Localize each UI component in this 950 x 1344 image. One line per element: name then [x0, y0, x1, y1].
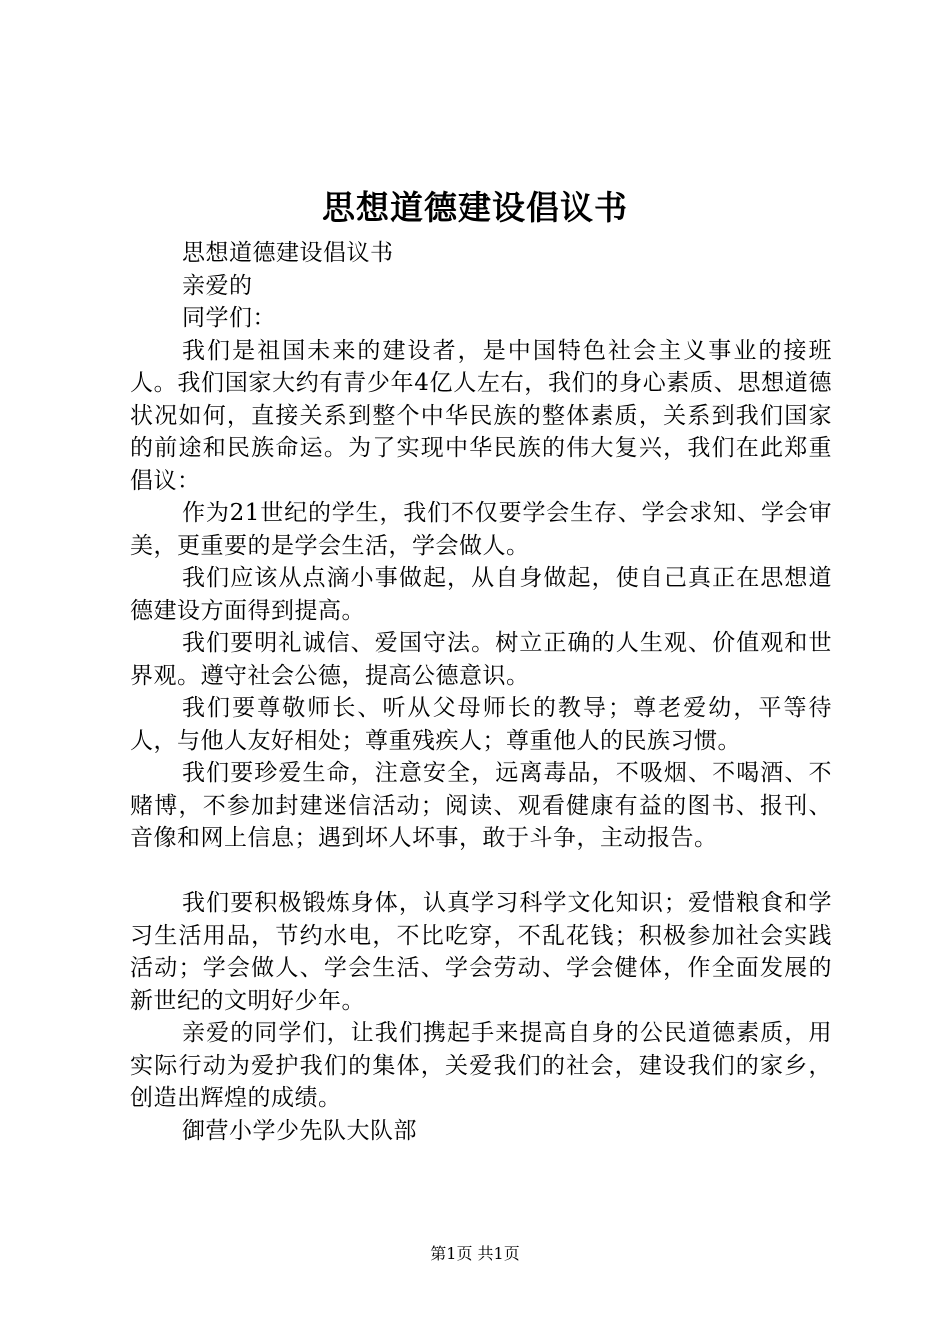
body-paragraph: 亲爱的	[182, 272, 253, 299]
body-paragraph: 我们要明礼诚信、爱国守法。树立正确的人生观、价值观和世界观。遵守社会公德，提高公德意识。	[130, 630, 832, 689]
body-paragraph: 思想道德建设倡议书	[182, 240, 394, 266]
body-paragraph: 亲爱的同学们，让我们携起手来提高自身的公民道德素质，用实际行动为爱护我们的集体，关爱我们的社会，建设我们的家乡，创造出辉煌的成绩。	[130, 1020, 832, 1111]
signature-line: 御营小学少先队大队部	[182, 1117, 417, 1144]
document-title: 思想道德建设倡议书	[322, 188, 628, 227]
body-paragraph: 我们要珍爱生命，注意安全，远离毒品，不吸烟、不喝酒、不赌博，不参加封建迷信活动；阅读、观看健康有益的图书、报刊、音像和网上信息；遇到坏人坏事，敢于斗争，主动报告。	[130, 760, 832, 851]
body-paragraph: 我们应该从点滴小事做起，从自身做起，使自己真正在思想道德建设方面得到提高。	[130, 565, 832, 624]
document-body	[130, 237, 832, 1147]
body-paragraph: 我们要积极锻炼身体，认真学习科学文化知识；爱惜粮食和学习生活用品，节约水电，不比吃穿，不乱花钱；积极参加社会实践活动；学会做人、学会生活、学会劳动、学会健体，作全面发展的新世纪的文明好少年。	[130, 890, 832, 1014]
page-footer: 第1页 共1页	[430, 1244, 520, 1263]
body-paragraph: 我们要尊敬师长、听从父母师长的教导；尊老爱幼，平等待人，与他人友好相处；尊重残疾人；尊重他人的民族习惯。	[130, 695, 832, 754]
body-paragraph: 我们是祖国未来的建设者，是中国特色社会主义事业的接班人。我们国家大约有青少年4亿人左右，我们的身心素质、思想道德状况如何，直接关系到整个中华民族的整体素质，关系到我们国家的前途和民族命运。为了实现中华民族的伟大复兴，我们在此郑重倡议：	[130, 337, 832, 494]
body-paragraph: 同学们：	[182, 305, 276, 331]
body-paragraph: 作为21世纪的学生，我们不仅要学会生存、学会求知、学会审美，更重要的是学会生活，学会做人。	[130, 500, 832, 559]
